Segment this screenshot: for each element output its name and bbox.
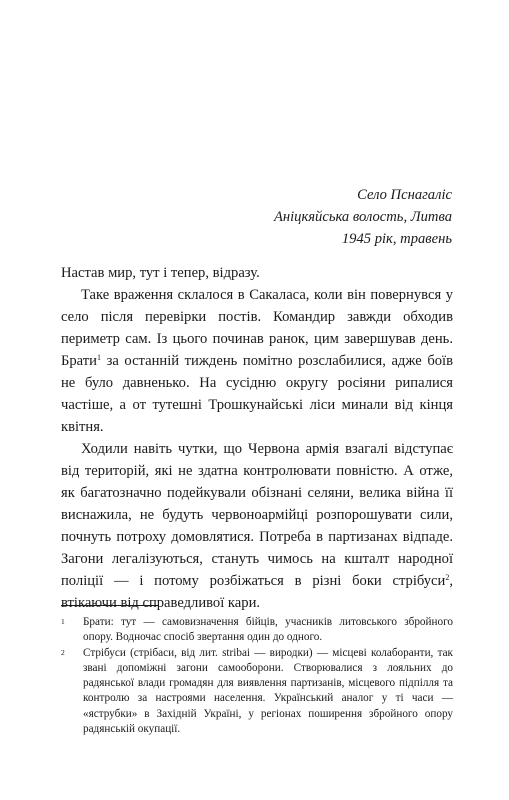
- footnote-1: [61, 615, 453, 646]
- footnote-2-number: 2: [61, 647, 65, 657]
- footnote-1-text: Брати: тут — самовизначення бійців, учасників литовського збройного опору. Водночас спосіб звертання один до одного.: [83, 616, 453, 644]
- footnote-ref-1: 1: [96, 353, 101, 362]
- footnotes: [61, 615, 453, 737]
- main-text: [61, 262, 453, 614]
- paragraph-1-text: Настав мир, тут і тепер, відразу.: [61, 265, 260, 281]
- footnote-ref-2: 2: [445, 573, 450, 582]
- footnote-divider: [61, 605, 159, 606]
- epigraph-date: 1945 рік, травень: [341, 231, 452, 247]
- paragraph-3-text-b: , втікаючи від справедливої кари.: [61, 573, 453, 611]
- paragraph-3-text-a: Ходили навіть чутки, що Червона армія взагалі відступає від територій, які не здатна контролювати повністю. А отже, як багатозначно подейкували обізнані селяни, велика війна її виснажила, не будуть червоноармійці розпорошувати сили, почнуть потроху домовлятися. Потреба в партизанах відпаде. Загони легалізуються, стануть чимось на кшталт народної поліції — і потому розбіжаться в різні боки стрібуси: [61, 441, 453, 589]
- paragraph-2-text-a: Таке враження склалося в Сакаласа, коли він повернувся у село після перевірки постів. Командир завжди обходив периметр сам. Із цього починав ранок, цим завершував день. Брати: [61, 287, 453, 369]
- footnote-2: [61, 646, 453, 738]
- paragraph-2-text-b: за останній тиждень помітно розслабилися, адже боїв не було давненько. На сусідню округу росіяни рипалися частіше, а от тутешні Трошкунайські ліси минали від кінця квітня.: [61, 353, 453, 435]
- epigraph: [274, 184, 452, 250]
- epigraph-village: Село Пснагаліс: [357, 187, 452, 203]
- paragraph-2: [61, 284, 453, 438]
- footnote-2-text: Стрібуси (стрібаси, від лит. stribai — виродки) — місцеві колаборанти, так звані допоміжні загони самооборони. Створювалися з лояльних до радянської влади громадян для виявлення партизанів, місцевого підпілля та контролю за настроями населення. Український аналог у ті часи — «яструбки» в Західній Україні, у регіонах поширення збройного опору радянській окупації.: [83, 646, 453, 736]
- epigraph-district: Аніцкяйська волость, Литва: [273, 209, 452, 225]
- footnote-1-number: 1: [61, 617, 65, 626]
- paragraph-3: [61, 438, 453, 614]
- paragraph-1: [61, 262, 453, 284]
